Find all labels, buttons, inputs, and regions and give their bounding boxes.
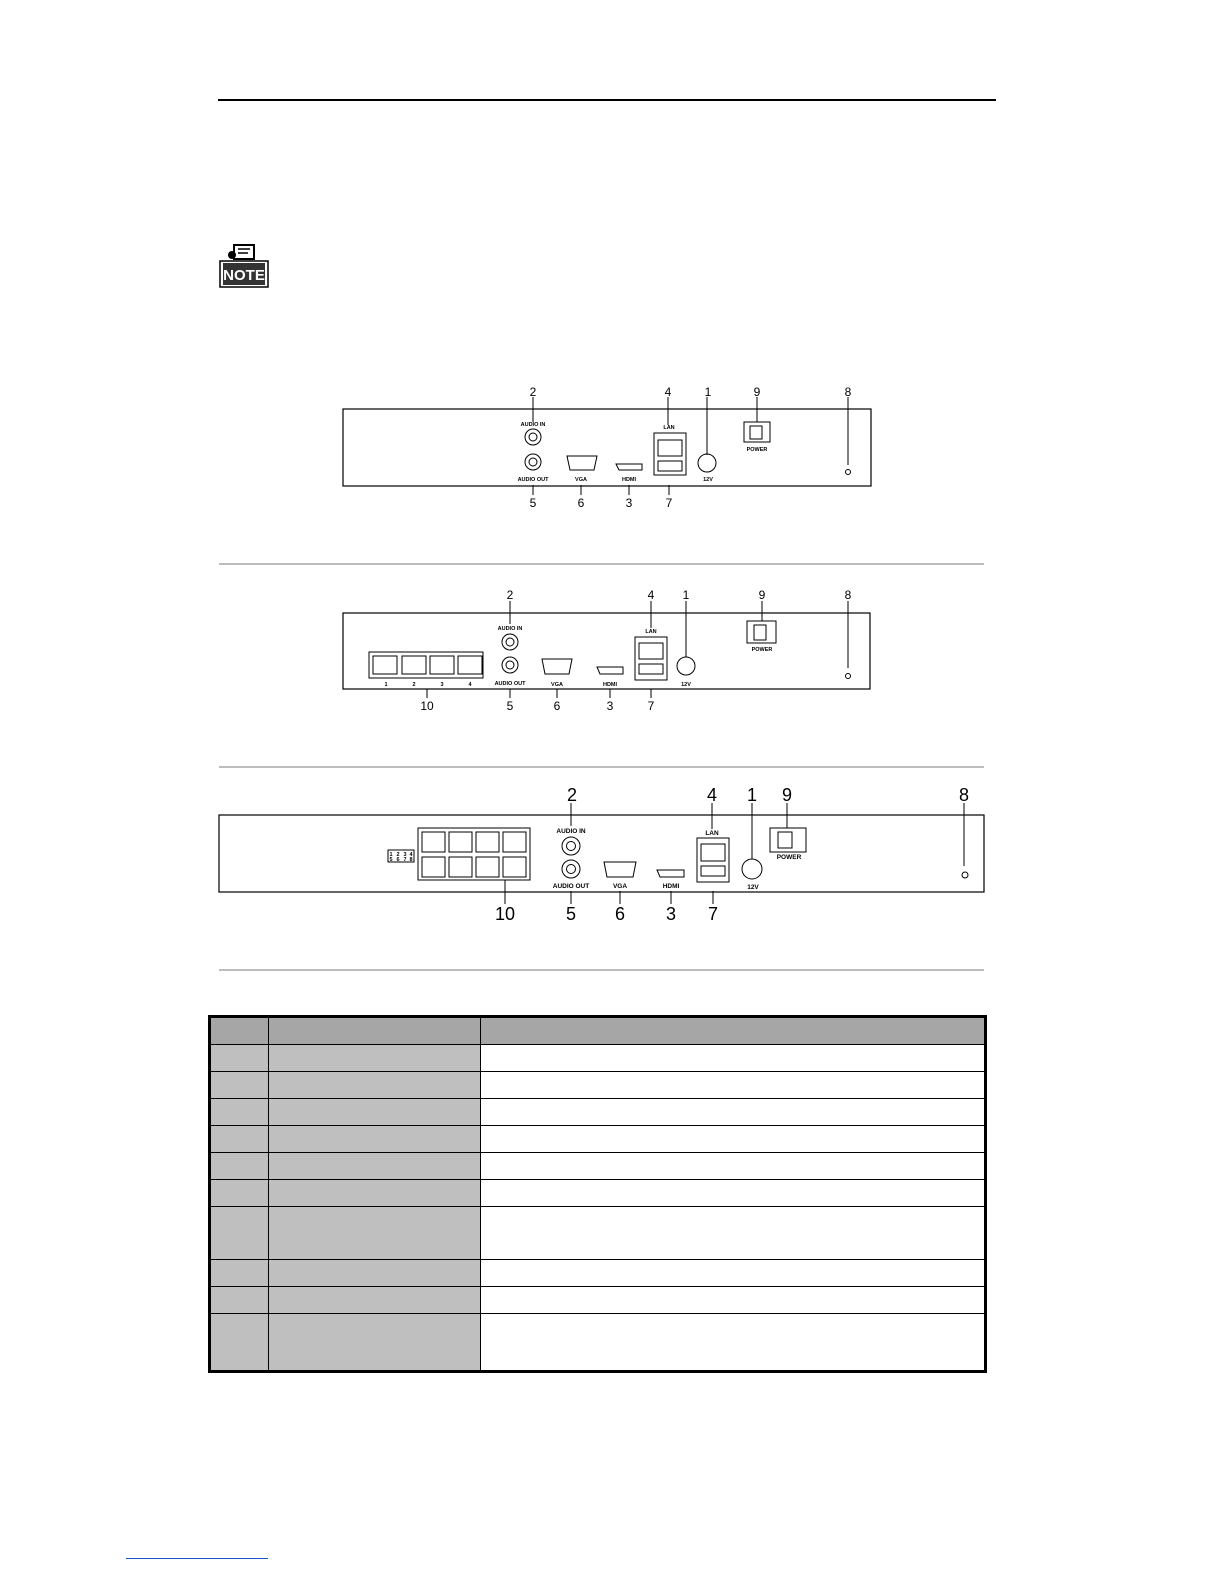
- table-cell-no: [210, 1153, 269, 1180]
- table-cell-name: [269, 1180, 481, 1207]
- table-row: [210, 1180, 986, 1207]
- panel-2-poe-number: 3: [440, 682, 444, 688]
- table-cell-desc: [481, 1314, 986, 1372]
- table-cell-desc: [481, 1287, 986, 1314]
- panel-3-callout-5: 5: [565, 904, 577, 924]
- panel-1-lan-label: LAN: [663, 425, 675, 431]
- panel-1-vga-label: VGA: [575, 477, 587, 483]
- panel-3-callout-2: 2: [566, 785, 578, 805]
- panel-2-callout-5: 5: [506, 699, 514, 713]
- panel-3-callout-4: 4: [706, 785, 718, 805]
- panel-3-vga-label: VGA: [612, 883, 628, 890]
- table-cell-desc: [481, 1260, 986, 1287]
- table-cell-name: [269, 1099, 481, 1126]
- table-cell-no: [210, 1099, 269, 1126]
- panel-2-power-label: POWER: [751, 647, 773, 653]
- panel-3-callout-7: 7: [707, 904, 719, 924]
- footer-link-rule[interactable]: [126, 1558, 268, 1559]
- table-cell-name: [269, 1287, 481, 1314]
- panel-3-legend-number: 8: [409, 857, 413, 863]
- table-row: [210, 1153, 986, 1180]
- panel-2-callout-1: 1: [682, 588, 690, 602]
- table-header-description: [481, 1017, 986, 1045]
- figure-separator: [219, 766, 984, 768]
- table-header-no: [210, 1017, 269, 1045]
- table-row: [210, 1045, 986, 1072]
- panel-2-callout-6: 6: [553, 699, 561, 713]
- panel-1-callout-3: 3: [625, 496, 633, 510]
- panel-1-callout-8: 8: [844, 385, 852, 399]
- table-cell-no: [210, 1207, 269, 1260]
- table-header-row: [210, 1017, 986, 1045]
- panel-2-audio-in-label: AUDIO IN: [497, 626, 523, 632]
- figure-separator: [219, 563, 984, 565]
- panel-1-power-label: POWER: [746, 447, 768, 453]
- panel-3-callout-9: 9: [781, 785, 793, 805]
- panel-3-audio-in-label: AUDIO IN: [556, 828, 586, 835]
- table-cell-name: [269, 1314, 481, 1372]
- panel-2-callout-8: 8: [844, 588, 852, 602]
- panel-3-audio-out-label: AUDIO OUT: [552, 883, 590, 890]
- panel-3-callout-6: 6: [614, 904, 626, 924]
- panel-3-callout-1: 1: [746, 785, 758, 805]
- table-row: [210, 1287, 986, 1314]
- panel-2-callout-7: 7: [647, 699, 655, 713]
- panel-1-callout-9: 9: [753, 385, 761, 399]
- table-header-name: [269, 1017, 481, 1045]
- panel-3-callout-8: 8: [958, 785, 970, 805]
- panel-1-audio-out-label: AUDIO OUT: [517, 477, 549, 483]
- panel-2-hdmi-label: HDMI: [602, 682, 618, 688]
- panel-3: [219, 785, 984, 924]
- panel-2-callout-4: 4: [647, 588, 655, 602]
- panel-2-callout-3: 3: [606, 699, 614, 713]
- panel-2-poe-number: 1: [384, 682, 388, 688]
- panel-2-callout-9: 9: [758, 588, 766, 602]
- panel-2-callout-2: 2: [506, 588, 514, 602]
- panel-2-vga-label: VGA: [551, 682, 563, 688]
- table-row: [210, 1314, 986, 1372]
- panel-3-dc-label: 12V: [747, 884, 759, 891]
- panel-1-callout-5: 5: [529, 496, 537, 510]
- panel-3-legend-number: 7: [403, 857, 407, 863]
- rear-panel-table: [208, 1015, 987, 1373]
- table-row: [210, 1126, 986, 1153]
- table-cell-desc: [481, 1045, 986, 1072]
- table-cell-no: [210, 1072, 269, 1099]
- table-cell-no: [210, 1260, 269, 1287]
- panel-1-callout-2: 2: [529, 385, 537, 399]
- panel-2-dc-label: 12V: [681, 682, 691, 688]
- panel-3-legend-number: 2: [396, 852, 400, 858]
- table-row: [210, 1207, 986, 1260]
- panel-3-hdmi-label: HDMI: [662, 883, 680, 890]
- table-cell-name: [269, 1126, 481, 1153]
- panel-1-hdmi-label: HDMI: [621, 477, 637, 483]
- panel-3-legend-number: 1: [389, 852, 393, 858]
- panel-1-callout-7: 7: [665, 496, 673, 510]
- table-cell-desc: [481, 1072, 986, 1099]
- table-cell-name: [269, 1072, 481, 1099]
- table-cell-name: [269, 1153, 481, 1180]
- table-cell-desc: [481, 1099, 986, 1126]
- panel-1-dc-label: 12V: [703, 477, 713, 483]
- panel-3-power-label: POWER: [776, 854, 802, 861]
- panel-1: [343, 385, 871, 510]
- table-cell-name: [269, 1045, 481, 1072]
- table-row: [210, 1260, 986, 1287]
- table-cell-name: [269, 1207, 481, 1260]
- note-label: NOTE: [223, 267, 265, 284]
- panel-2-lan-label: LAN: [645, 629, 657, 635]
- panel-2-poe-number: 4: [468, 682, 472, 688]
- panel-3-callout-3: 3: [665, 904, 677, 924]
- panel-3-legend-number: 3: [403, 852, 407, 858]
- panel-3-legend-number: 6: [396, 857, 400, 863]
- table-cell-name: [269, 1260, 481, 1287]
- table-cell-desc: [481, 1153, 986, 1180]
- panel-2-audio-out-label: AUDIO OUT: [494, 681, 526, 687]
- panel-1-callout-1: 1: [704, 385, 712, 399]
- table-cell-no: [210, 1314, 269, 1372]
- table-cell-desc: [481, 1180, 986, 1207]
- figure-separator: [219, 969, 984, 971]
- table-cell-desc: [481, 1126, 986, 1153]
- panel-3-callout-10: 10: [494, 904, 516, 924]
- panel-2-callout-10: 10: [420, 699, 434, 713]
- table-cell-no: [210, 1045, 269, 1072]
- panel-3-legend-number: 5: [389, 857, 393, 863]
- panel-1-callout-6: 6: [577, 496, 585, 510]
- table-cell-no: [210, 1126, 269, 1153]
- panel-3-lan-label: LAN: [705, 830, 719, 837]
- table-cell-desc: [481, 1207, 986, 1260]
- panel-1-audio-in-label: AUDIO IN: [520, 422, 546, 428]
- panel-2-poe-number: 2: [412, 682, 416, 688]
- table-cell-no: [210, 1180, 269, 1207]
- panel-3-legend-number: 4: [409, 852, 413, 858]
- table-row: [210, 1072, 986, 1099]
- panel-1-callout-4: 4: [664, 385, 672, 399]
- panel-3-frame: [219, 815, 984, 892]
- table-row: [210, 1099, 986, 1126]
- panel-2: [343, 588, 870, 713]
- table-cell-no: [210, 1287, 269, 1314]
- panel-1-frame: [343, 409, 871, 486]
